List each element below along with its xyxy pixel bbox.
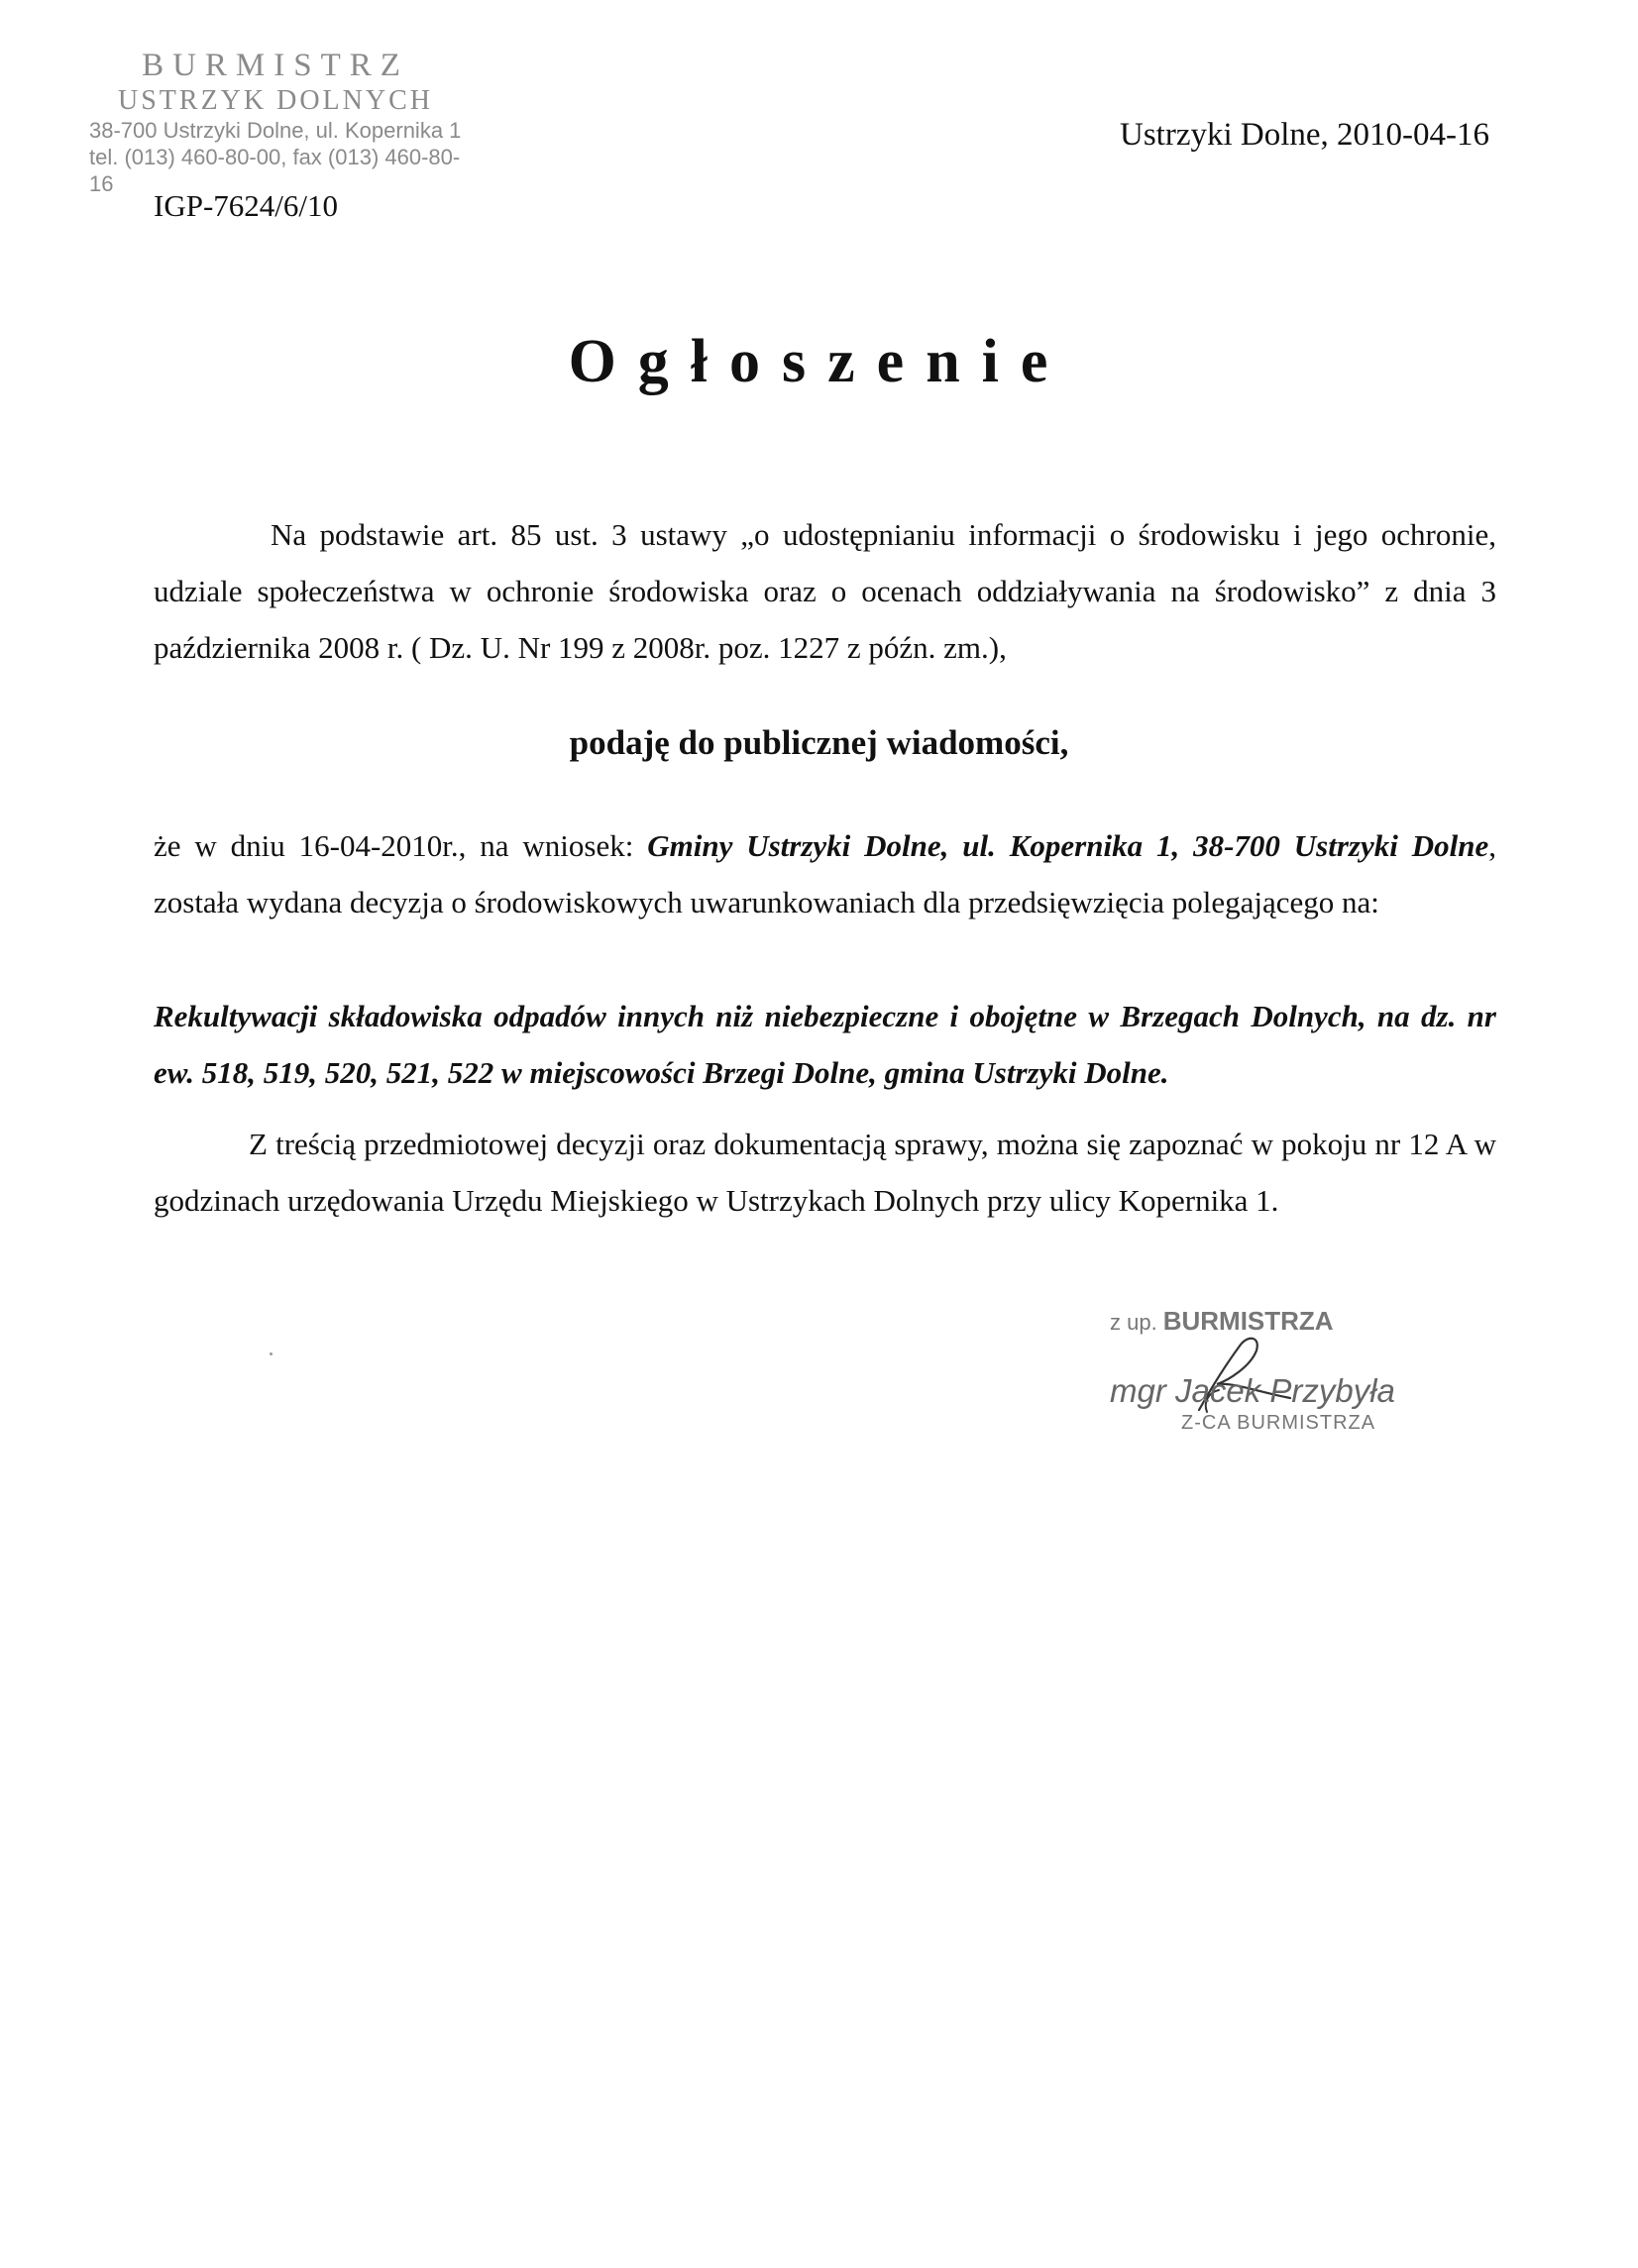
signatory-name: mgr Jacek Przybyła — [1110, 1372, 1395, 1409]
signature-block — [1110, 1306, 1437, 1435]
office-stamp — [87, 48, 464, 197]
applicant-name: Gminy Ustrzyki Dolne, ul. Kopernika 1, 38-700 Ustrzyki Dolne — [647, 828, 1489, 863]
stamp-address: 38-700 Ustrzyki Dolne, ul. Kopernika 1 — [89, 118, 462, 143]
stamp-subtitle: USTRZYK DOLNYCH — [118, 85, 433, 116]
stamp-title: BURMISTRZ — [142, 48, 409, 83]
date-line: Ustrzyki Dolne, 2010-04-16 — [1120, 117, 1490, 153]
authorization-prefix: z up. — [1110, 1310, 1157, 1335]
signature-authority — [1110, 1306, 1437, 1337]
announcement-subheading: podaję do publicznej wiadomości, — [569, 723, 1069, 762]
stamp-phone: tel. (013) 460-80-00, fax (013) 460-80-16 — [89, 145, 461, 196]
legal-basis-paragraph: Na podstawie art. 85 ust. 3 ustawy „o udostępnianiu informacji o środowisku i jego ochronie, udziale społeczeństwa w ochronie środowiska oraz o ocenach oddziaływania na środowisko” z dnia 3 października 2008 r. ( Dz. U. Nr 199 z 2008r. poz. 1227 z późn. zm.), — [154, 517, 1496, 665]
document-heading: Ogłoszenie — [568, 328, 1070, 395]
project-description: Rekultywacji składowiska odpadów innych niż niebezpieczne i obojętne w Brzegach Dolnych, na dz. nr ew. 518, 519, 520, 521, 522 w miejscowości Brzegi Dolne, gmina Ustrzyki Dolne. — [154, 999, 1496, 1090]
scan-speck — [270, 1352, 273, 1355]
reference-number: IGP-7624/6/10 — [154, 188, 338, 223]
signatory-role: Z-CA BURMISTRZA — [1181, 1412, 1376, 1434]
authority-name: BURMISTRZA — [1162, 1306, 1334, 1336]
decision-lead: że w dniu 16-04-2010r., na wniosek: — [154, 828, 648, 863]
decision-rest: , została wydana decyzja o środowiskowych uwarunkowaniach dla przedsięwzięcia polegającego na: — [154, 828, 1496, 919]
inspection-paragraph: Z treścią przedmiotowej decyzji oraz dokumentacją sprawy, można się zapoznać w pokoju nr 12 A w godzinach urzędowania Urzędu Miejskiego w Ustrzykach Dolnych przy ulicy Kopernika 1. — [154, 1127, 1496, 1218]
decision-paragraph — [154, 817, 1496, 930]
